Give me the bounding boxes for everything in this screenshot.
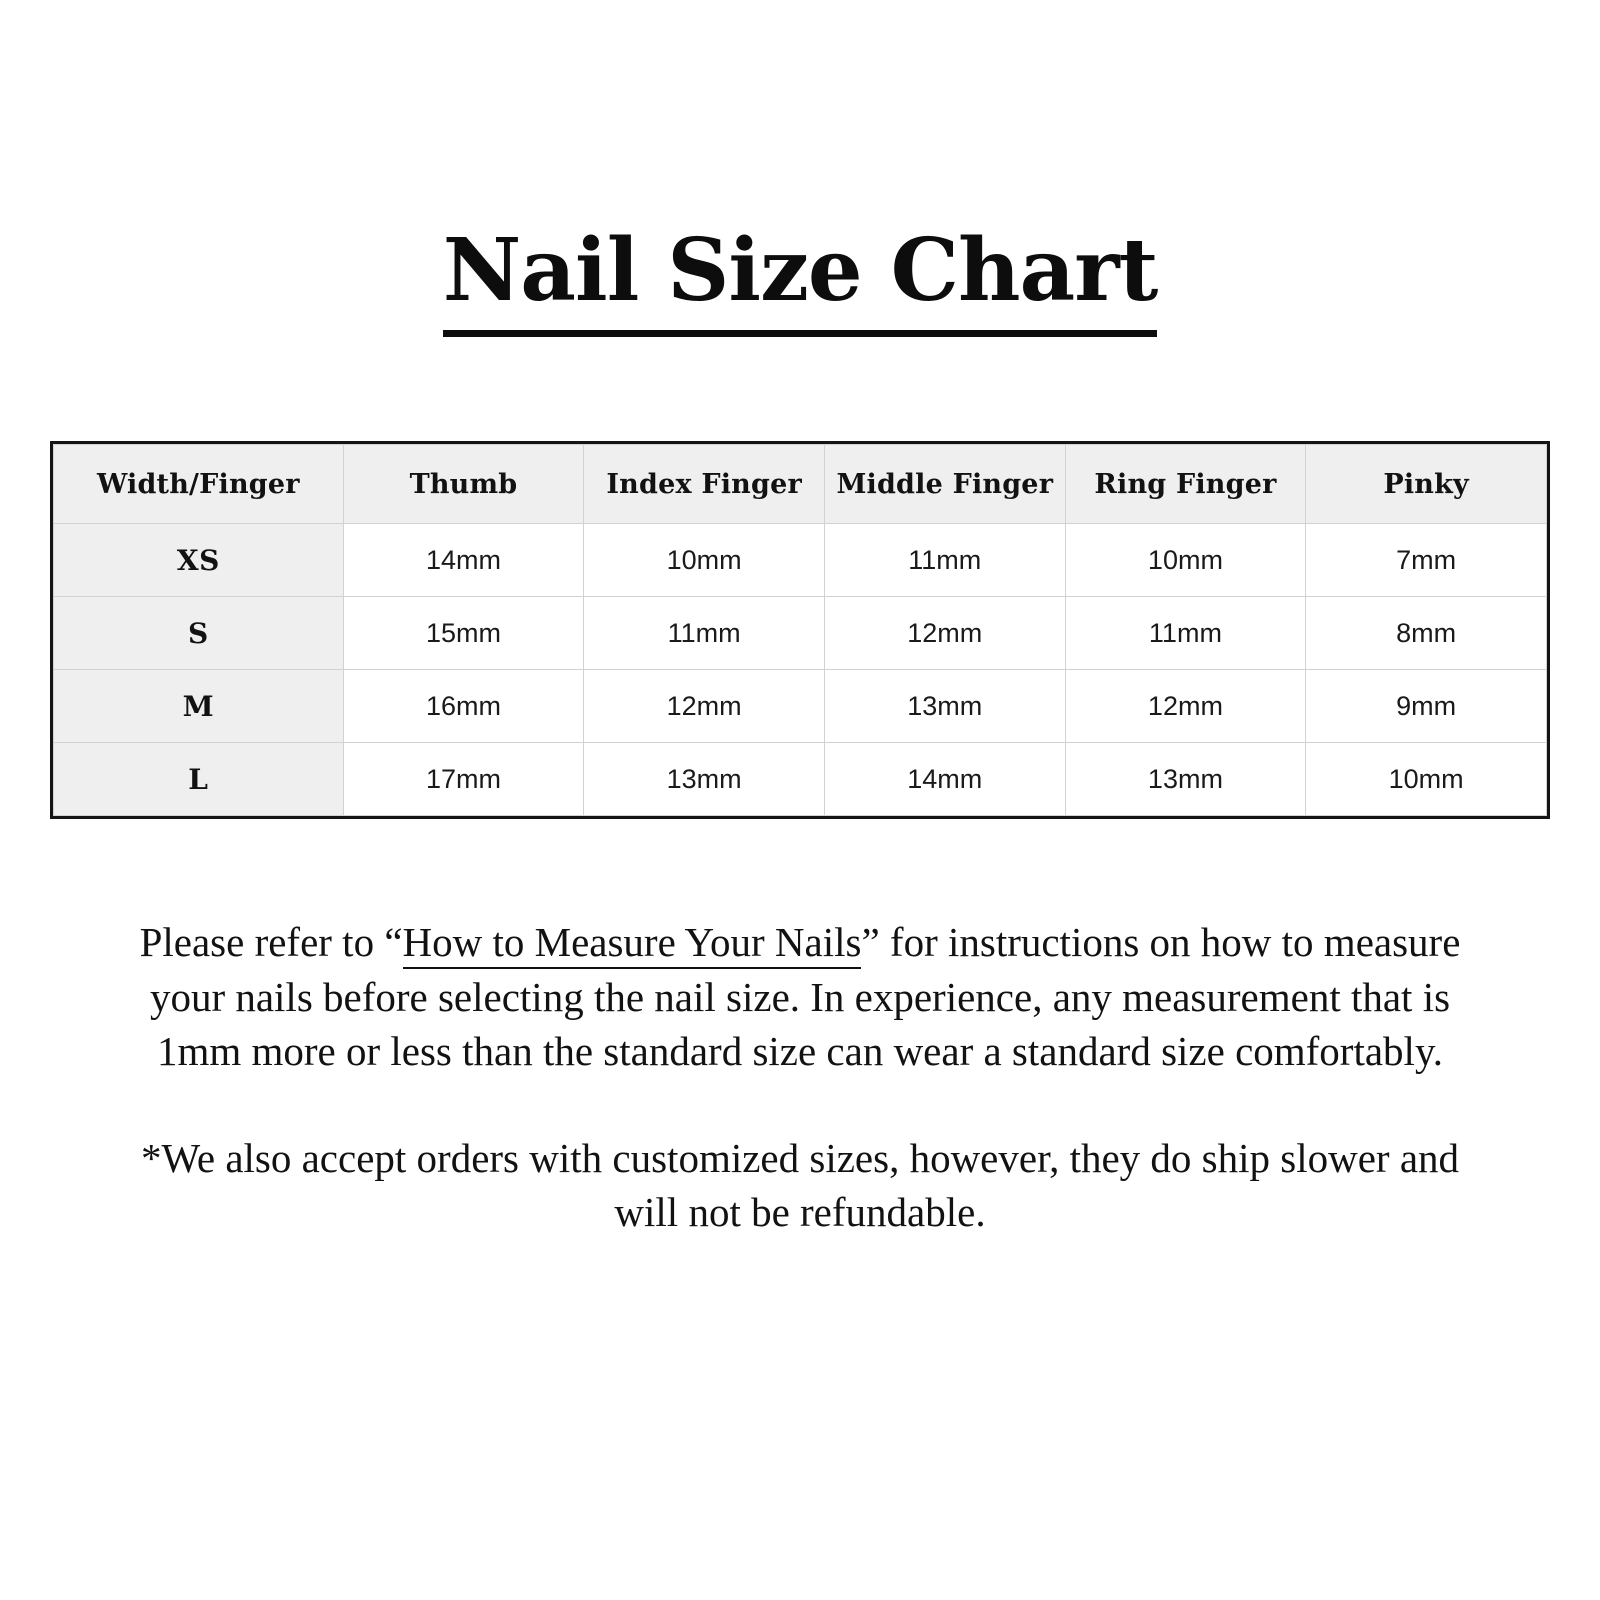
cell-index-finger: 12mm <box>584 670 825 743</box>
cell-ring-finger: 11mm <box>1065 597 1306 670</box>
cell-pinky: 9mm <box>1306 670 1547 743</box>
column-header-index-finger: Index Finger <box>584 445 825 524</box>
page-title: Nail Size Chart <box>443 228 1158 337</box>
column-header-width-finger: Width/Finger <box>54 445 344 524</box>
cell-index-finger: 13mm <box>584 743 825 816</box>
cell-ring-finger: 12mm <box>1065 670 1306 743</box>
note-custom-orders: *We also accept orders with customized sizes, however, they do ship slower and will not be refundable. <box>140 1134 1460 1236</box>
cell-thumb: 16mm <box>343 670 584 743</box>
column-header-pinky: Pinky <box>1306 445 1547 524</box>
cell-pinky: 7mm <box>1306 524 1547 597</box>
table-header-row <box>54 445 1547 524</box>
note-measure-instructions <box>130 915 1470 1079</box>
note-text-tail: ” for instructions on how to measure your nails before selecting the nail size. In experience, any measurement that is 1mm more or less than the standard size can wear a standard size comfortably. <box>149 919 1461 1075</box>
note-text-lead: Please refer to “ <box>139 919 403 965</box>
size-table-head <box>54 445 1547 524</box>
column-header-middle-finger: Middle Finger <box>824 445 1065 524</box>
cell-middle-finger: 14mm <box>824 743 1065 816</box>
cell-middle-finger: 11mm <box>824 524 1065 597</box>
row-size-label: L <box>54 743 344 816</box>
table-row <box>54 597 1547 670</box>
cell-thumb: 15mm <box>343 597 584 670</box>
cell-thumb: 14mm <box>343 524 584 597</box>
cell-middle-finger: 12mm <box>824 597 1065 670</box>
cell-pinky: 8mm <box>1306 597 1547 670</box>
size-table-body <box>54 524 1547 816</box>
table-row <box>54 743 1547 816</box>
table-row <box>54 670 1547 743</box>
page-title-container <box>0 0 1600 337</box>
cell-middle-finger: 13mm <box>824 670 1065 743</box>
row-size-label: S <box>54 597 344 670</box>
size-table-container <box>50 441 1550 819</box>
row-size-label: M <box>54 670 344 743</box>
column-header-thumb: Thumb <box>343 445 584 524</box>
cell-ring-finger: 13mm <box>1065 743 1306 816</box>
notes-section <box>130 915 1470 1240</box>
table-row <box>54 524 1547 597</box>
row-size-label: XS <box>54 524 344 597</box>
cell-ring-finger: 10mm <box>1065 524 1306 597</box>
cell-index-finger: 10mm <box>584 524 825 597</box>
cell-index-finger: 11mm <box>584 597 825 670</box>
how-to-measure-link[interactable]: How to Measure Your Nails <box>403 919 862 969</box>
column-header-ring-finger: Ring Finger <box>1065 445 1306 524</box>
cell-pinky: 10mm <box>1306 743 1547 816</box>
cell-thumb: 17mm <box>343 743 584 816</box>
size-table <box>53 444 1547 816</box>
